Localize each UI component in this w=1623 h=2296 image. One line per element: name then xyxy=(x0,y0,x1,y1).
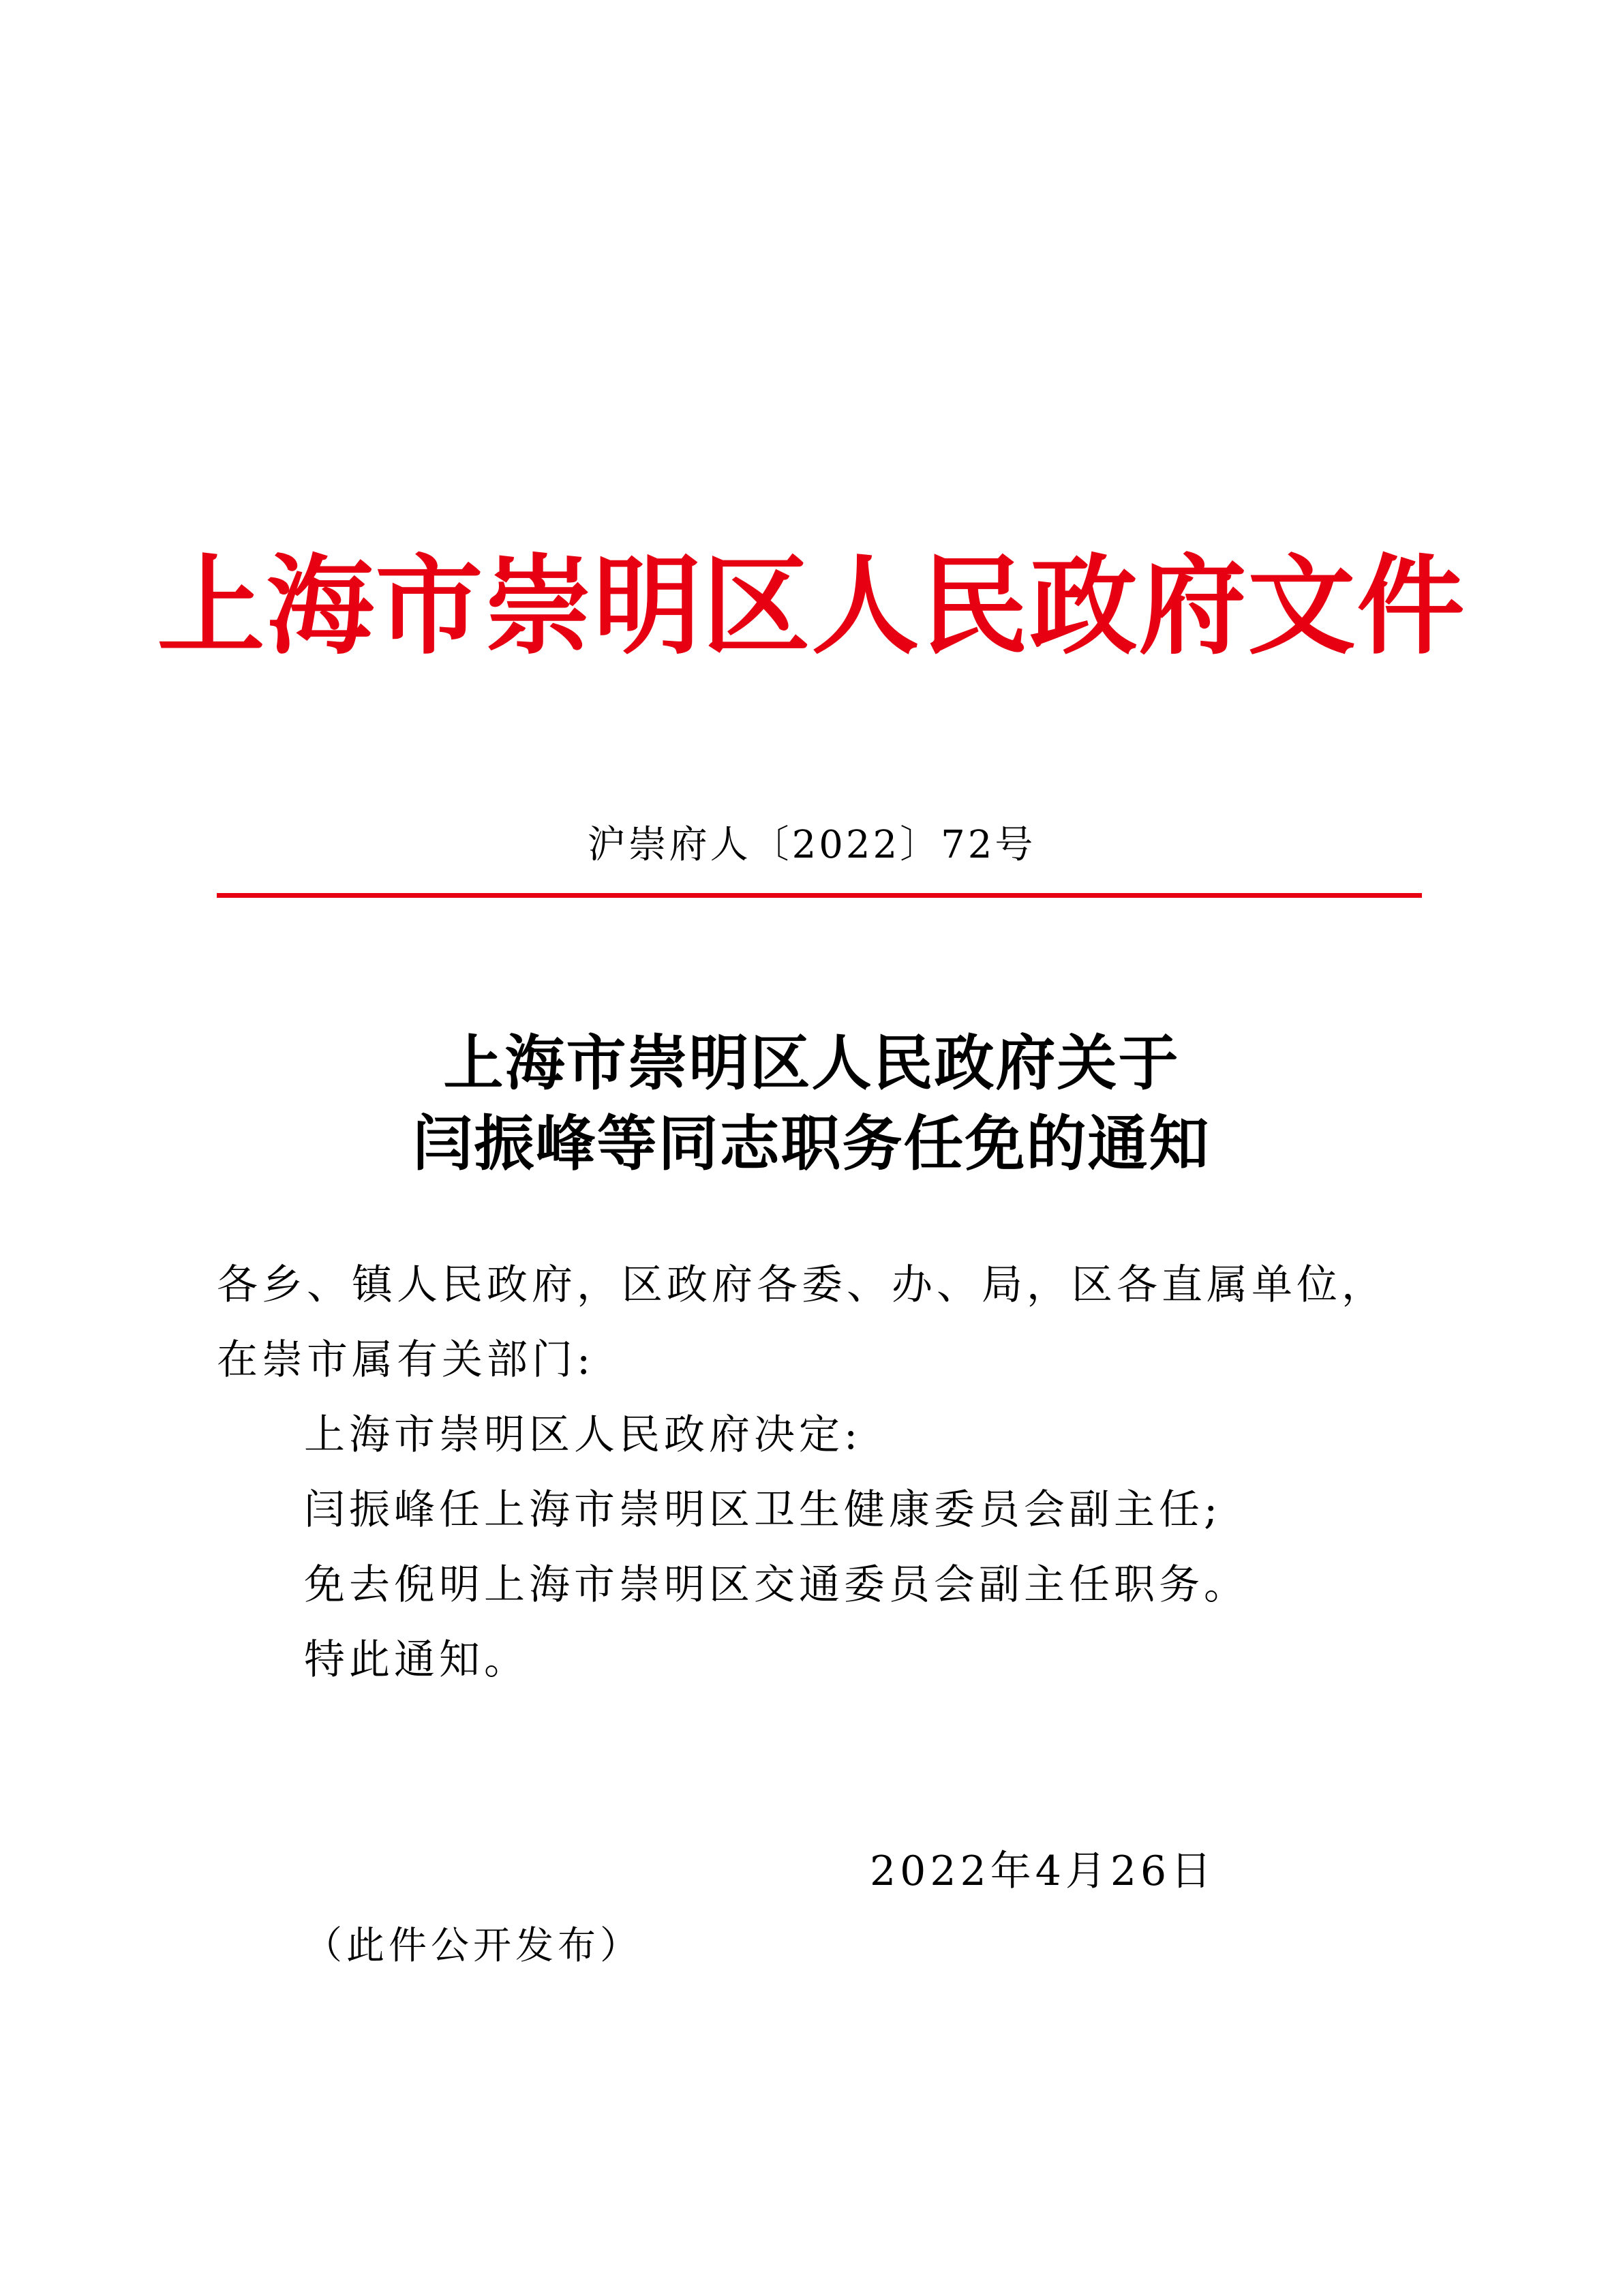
issuer-red-header: 上海市崇明区人民政府文件 xyxy=(157,543,1466,669)
document-number: 沪崇府人〔2022〕72号 xyxy=(587,823,1036,867)
red-separator-line xyxy=(217,893,1422,898)
paragraph-removal: 免去倪明上海市崇明区交通委员会副主任职务。 xyxy=(304,1561,1249,1609)
public-release-note: （此件公开发布） xyxy=(304,1924,642,1968)
document-body xyxy=(217,1248,1416,1697)
title-line-2: 闫振峰等同志职务任免的通知 xyxy=(412,1108,1211,1179)
document-title xyxy=(0,1023,1623,1183)
title-line-1: 上海市崇明区人民政府关于 xyxy=(443,1027,1180,1098)
salutation: 各乡、镇人民政府，区政府各委、办、局，区各直属单位，在崇市属有关部门: xyxy=(217,1261,1386,1384)
paragraph-decision: 上海市崇明区人民政府决定: xyxy=(304,1411,862,1459)
paragraph-appointment: 闫振峰任上海市崇明区卫生健康委员会副主任; xyxy=(304,1486,1222,1534)
issue-date: 2022年4月26日 xyxy=(870,1847,1216,1895)
paragraph-closing: 特此通知。 xyxy=(304,1636,529,1684)
